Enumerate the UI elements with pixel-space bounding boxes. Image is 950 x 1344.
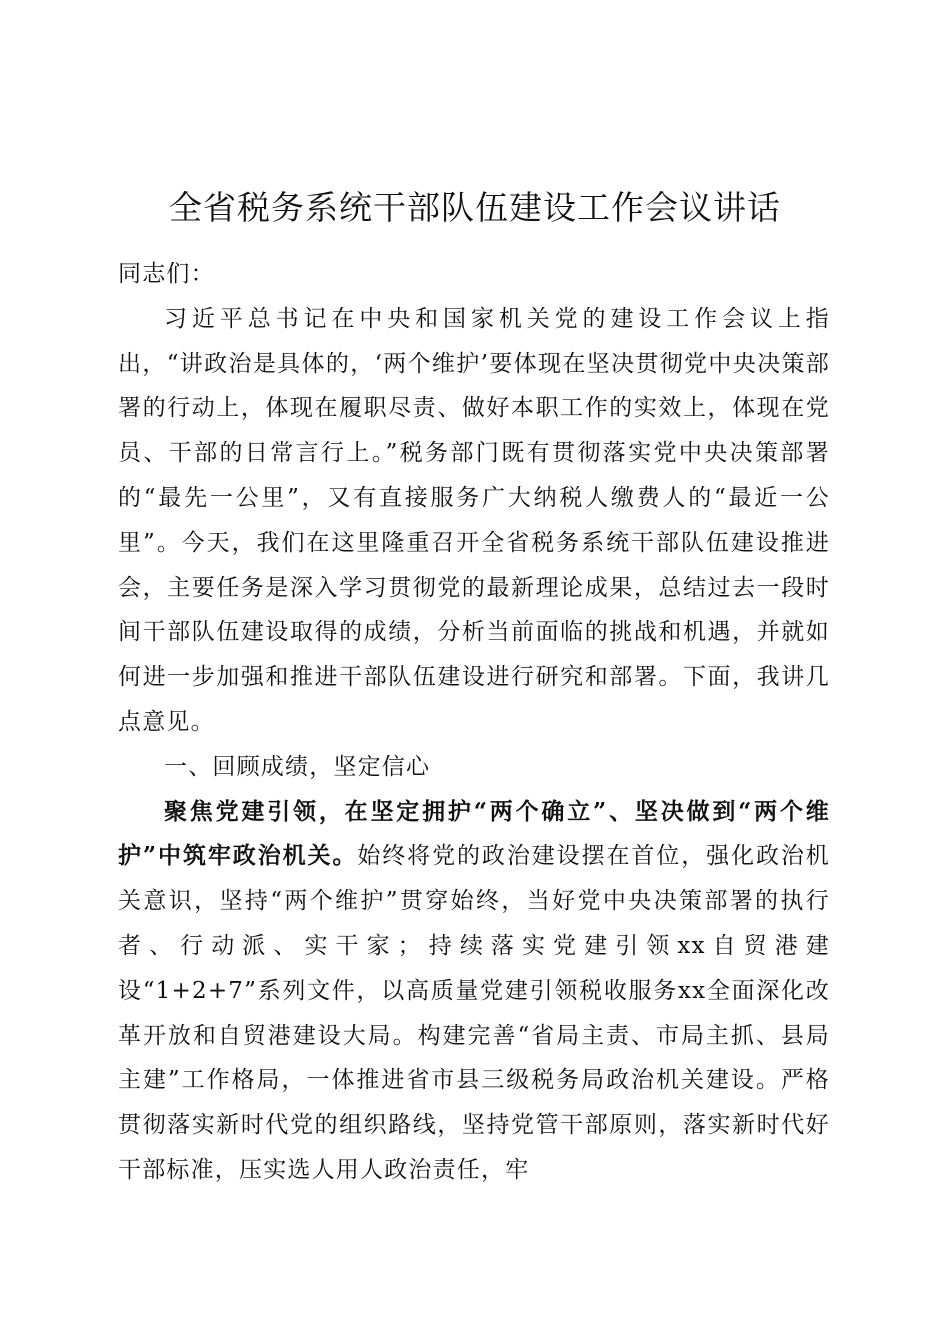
- salutation: 同志们：: [118, 261, 215, 287]
- document-body: [118, 252, 830, 1193]
- document-title: 全省税务系统干部队伍建设工作会议讲话: [169, 188, 781, 227]
- intro-paragraph: 习近平总书记在中央和国家机关党的建设工作会议上指出，“讲政治是具体的，‘两个维护’要体现在坚决贯彻党中央决策部署的行动上，体现在履职尽责、做好本职工作的实效上，体现在党员、干部的日常言行上。”税务部门既有贯彻落实党中央决策部署的“最先一公里”，又有直接服务广大纳税人缴费人的“最近一公里”。今天，我们在这里隆重召开全省税务系统干部队伍建设推进会，主要任务是深入学习贯彻党的最新理论成果，总结过去一段时间干部队伍建设取得的成绩，分析当前面临的挑战和机遇，并就如何进一步加强和推进干部队伍建设进行研究和部署。下面，我讲几点意见。: [118, 305, 830, 735]
- section-heading: 一、回顾成绩，坚定信心: [164, 753, 431, 780]
- section-lead-bold: 聚焦党建引领，在坚定拥护“两个确立”、坚决做到“两个维护”中筑牢政治机关。: [118, 797, 830, 870]
- section-body-text: 始终将党的政治建设摆在首位，强化政治机关意识，坚持“两个维护”贯穿始终，当好党中央决策部署的执行者、行动派、实干家；持续落实党建引领xx自贸港建设“1+2+7”系列文件，以高质量党建引领税收服务xx全面深化改革开放和自贸港建设大局。构建完善“省局主责、市局主抓、县局主建”工作格局，一体推进省市县三级税务局政治机关建设。严格贯彻落实新时代党的组织路线，坚持党管干部原则，落实新时代好干部标准，压实选人用人政治责任，牢: [118, 843, 830, 1183]
- section-paragraph: [118, 790, 830, 1193]
